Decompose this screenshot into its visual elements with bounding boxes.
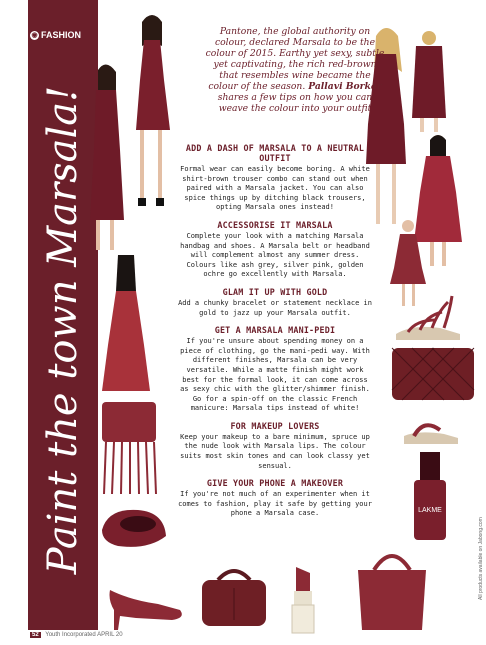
section-accessorise xyxy=(176,220,374,280)
section-heading: GIVE YOUR PHONE A MAKEOVER xyxy=(206,478,344,489)
section-body: Formal wear can easily become boring. A white shirt-brown trouser combo can stand out when paired with a Marsala jacket. You can also spice things up by ditching black trousers, opting Marsala ones instead! xyxy=(180,165,370,212)
section-body: Complete your look with a matching Marsala handbag and shoes. A Marsala belt or headband will complement almost any summer dress. Colours like ash grey, silver pink, golden ochre go excellently with Marsala. xyxy=(180,231,370,279)
lipstick xyxy=(288,563,318,635)
handbag-tote xyxy=(352,540,432,632)
section-neutral-outfit xyxy=(176,143,374,213)
intro-tail: shares a few tips on how you can weave the colour into your outfit xyxy=(217,92,373,114)
section-makeup xyxy=(176,421,374,471)
photo-credit: All products available on Jabong.com xyxy=(478,517,484,600)
handbag-brown xyxy=(196,560,272,628)
section-tag xyxy=(30,30,81,40)
section-phone xyxy=(176,478,374,519)
section-body: Keep your makeup to a bare minimum, spruce up the nude look with Marsala lips. The colour suits most skin tones and can look classy yet sensual. xyxy=(180,432,370,470)
intro-author: Pallavi Borkar xyxy=(308,81,382,92)
model-lace-dress-back xyxy=(408,28,450,132)
fashion-logo-icon: ◉ xyxy=(31,31,38,39)
section-mani-pedi xyxy=(176,325,374,414)
maxi-dress xyxy=(100,255,152,395)
section-label: FASHION xyxy=(41,30,82,40)
page-footer xyxy=(30,632,123,638)
intro-text: Pantone, the global authority on colour, declared Marsala to be the colour of 2015. Earthy yet sexy, subtle yet captivating, the rich red-brown that resembles wine became the colour of the season. xyxy=(205,26,385,92)
article-body xyxy=(176,143,374,526)
heeled-shoe xyxy=(106,570,190,632)
magazine-name: Youth Incorporated xyxy=(45,632,96,638)
sandal-flat xyxy=(400,406,460,448)
section-body: Add a chunky bracelet or statement necklace in gold to jazz up your Marsala outfit. xyxy=(178,298,372,317)
section-heading: ACCESSORISE IT MARSALA xyxy=(217,219,333,230)
ballet-flat xyxy=(98,500,170,554)
nail-polish-label: LAKME xyxy=(418,507,442,514)
issue-date: APRIL 20 xyxy=(97,632,123,638)
section-heading: GLAM IT UP WITH GOLD xyxy=(222,286,328,297)
nail-polish xyxy=(408,452,452,542)
quilted-clutch xyxy=(390,346,476,402)
section-body: If you're not much of an experimenter when it comes to fashion, play it safe by getting your phone a Marsala case. xyxy=(178,490,372,518)
page-number: 52 xyxy=(32,632,39,638)
intro-paragraph xyxy=(204,26,386,114)
section-heading: ADD A DASH OF MARSALA TO A NEUTRAL OUTFIT xyxy=(185,143,365,163)
fringe-bag xyxy=(94,396,164,496)
sandal-strappy xyxy=(392,290,464,344)
section-heading: GET A MARSALA MANI-PEDI xyxy=(214,325,336,336)
section-heading: FOR MAKEUP LOVERS xyxy=(230,420,320,431)
model-dress-vneck xyxy=(84,60,134,260)
page-title: Paint the town Marsala! xyxy=(40,85,86,575)
section-gold xyxy=(176,287,374,318)
section-body: If you're unsure about spending money on a piece of clothing, go the mani-pedi way. With different finishes, Marsala can be very versatile. While a matte finish might work best for the formal look, it can come across as sexy chic with the glitter/shimmer finish. Go for a spin-off on the classic French manicure: Marsala tips instead of white! xyxy=(180,337,370,413)
